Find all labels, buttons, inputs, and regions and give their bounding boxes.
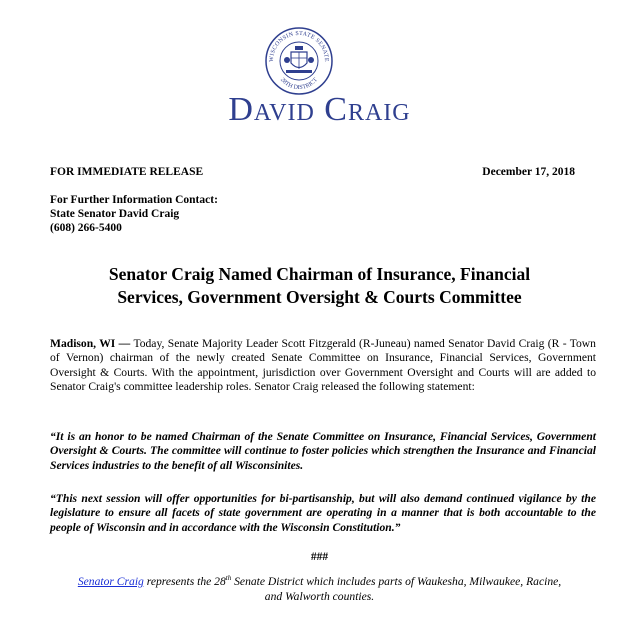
release-label: FOR IMMEDIATE RELEASE [50,166,204,178]
senate-seal-logo [264,26,334,96]
quote-paragraph-1: “It is an honor to be named Chairman of the Senate Committee on Insurance, Financial Services, Government Oversight & Courts. The committee will continue to foster policies which strengthen the Insurance and Financial Services industries to the benefit of all Wisconsinites. [50,430,596,472]
body-paragraph-text: Today, Senate Majority Leader Scott Fitzgerald (R-Juneau) named Senator David Craig (R - Town of Vernon) chairman of the newly created Senate Committee on Insurance, Financial Services, Government Oversight & Courts. With the appointment, jurisdiction over Government Oversight and Courts will are added to Senator Craig's committee leadership roles. Senator Craig released the following statement: [50,337,596,393]
footer-ordinal: th [225,574,232,583]
headline-line-1: Senator Craig Named Chairman of Insurance, Financial [108,264,531,284]
dateline: Madison, WI — [50,337,131,350]
quote-paragraph-2: “This next session will offer opportunities for bi-partisanship, but will also demand continued vigilance by the legislature to ensure all facets of state government are operating in a manner that is both accountable to the people of Wisconsin and in accordance with the Wisconsin Constitution.” [50,492,596,534]
body-paragraph [50,337,596,394]
contact-phone: (608) 266-5400 [50,222,122,234]
seal-ring-top: WISCONSIN STATE SENATE [268,30,330,63]
svg-text:28TH DISTRICT [279,77,319,91]
contact-block [50,193,218,235]
brand-last-name: Craig [324,91,411,128]
footer-note [40,574,599,604]
seal-ring-bottom: 28TH DISTRICT [278,77,320,92]
senator-craig-link[interactable]: Senator Craig [77,575,144,588]
contact-heading: For Further Information Contact: [50,194,218,206]
brand-first-name: David [228,91,315,128]
footer-line-2: and Walworth counties. [264,590,375,603]
footer-text-after: Senate District which includes parts of Waukesha, Milwaukee, Racine, [234,575,562,588]
contact-name: State Senator David Craig [50,208,180,220]
end-marker: ### [310,551,329,563]
brand-name [0,90,639,130]
state-coat-of-arms [284,46,314,73]
page-title [40,263,599,309]
headline-line-2: Services, Government Oversight & Courts Committee [117,287,522,307]
footer-text-before: represents the 28 [146,575,226,588]
release-date: December 17, 2018 [482,166,575,178]
